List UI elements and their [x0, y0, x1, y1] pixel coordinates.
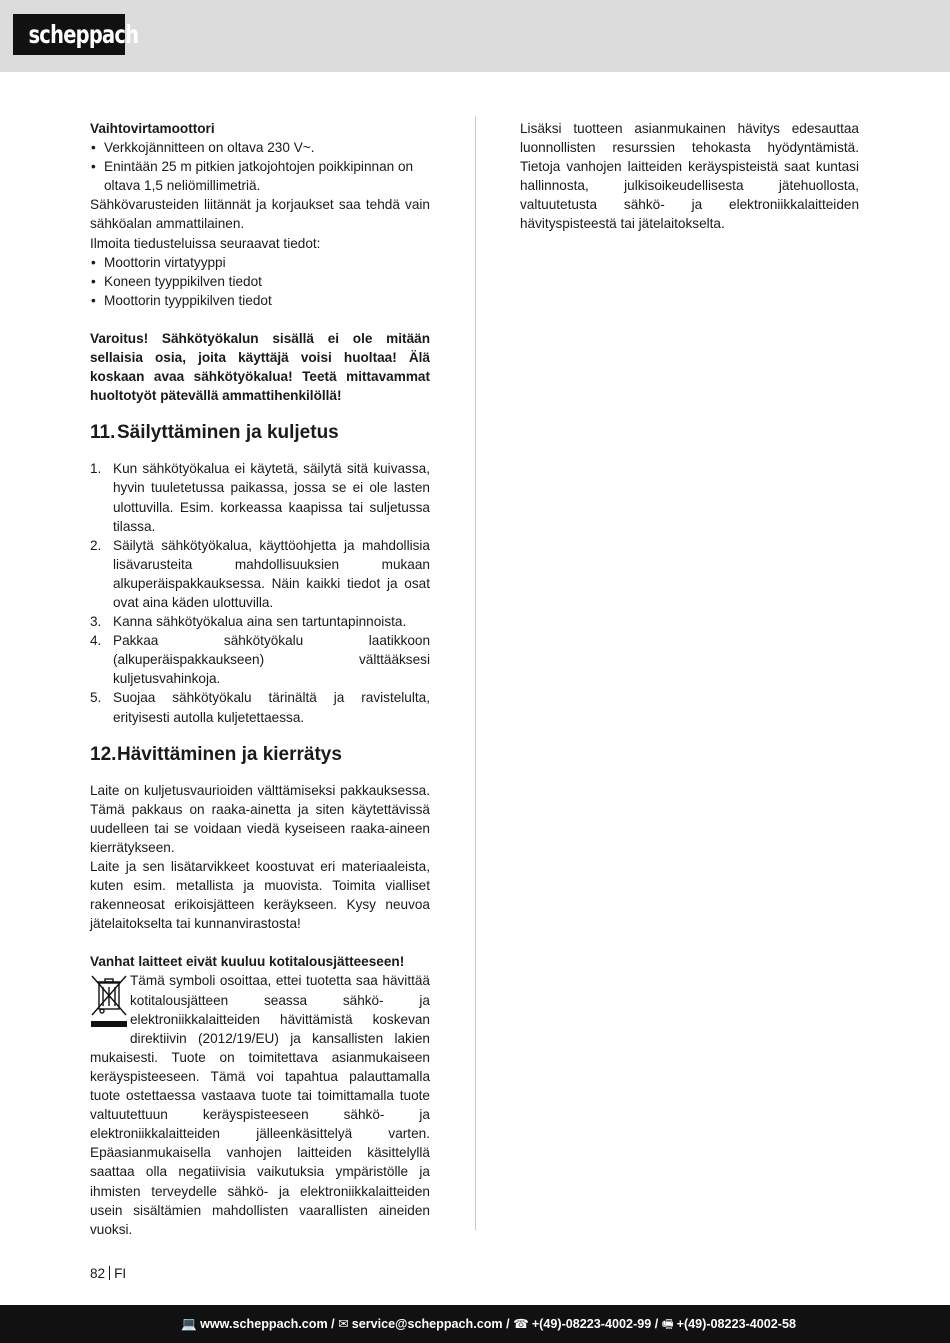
info-bullets: [90, 253, 430, 310]
weee-block: [90, 971, 430, 1238]
motor-bullets: [90, 138, 430, 195]
list-item: 3. Kanna sähkötyökalua aina sen tartuntapinnoista.: [90, 614, 407, 630]
list-item: • Koneen tyyppikilven tiedot: [90, 272, 430, 291]
motor-title: Vaihtovirtamoottori: [90, 121, 215, 136]
mail-icon: ✉: [338, 1317, 349, 1331]
footer-fax: +(49)-08223-4002-58: [676, 1317, 796, 1331]
right-column: [520, 119, 859, 234]
column-divider: [475, 116, 476, 1230]
footer-email-link[interactable]: service@scheppach.com: [351, 1317, 503, 1331]
list-item: 5. Suojaa sähkötyökalu tärinältä ja ravistelulta, erityisesti autolla kuljetettaessa.: [90, 690, 430, 725]
storage-list: [90, 459, 430, 726]
warning-text: Varoitus! Sähkötyökalun sisällä ei ole mitään sellaisia osia, joita käyttäjä voisi huoltaa! Älä koskaan avaa sähkötyökalua! Teetä mittavammat huoltotyöt pätevällä ammattihenkilöllä!: [90, 330, 430, 404]
motor-text-2: Ilmoita tiedusteluissa seuraavat tiedot:: [90, 235, 321, 251]
section-11-title: Säilyttäminen ja kuljetus: [117, 422, 339, 444]
list-item: 4. Pakkaa sähkötyökalu laatikkoon (alkuperäispakkaukseen) välttääksesi kuljetusvahinkoja.: [90, 633, 430, 687]
list-item: • Moottorin tyyppikilven tiedot: [90, 291, 430, 310]
footer-phone: +(49)-08223-4002-99: [531, 1317, 652, 1331]
section-11-heading: [90, 421, 430, 445]
list-item: • Enintään 25 m pitkien jatkojohtojen poikkipinnan on oltava 1,5 neliömillimetriä.: [90, 157, 430, 195]
weee-crossed-bin-icon: [90, 973, 128, 1031]
scheppach-logo: scheppach: [13, 14, 125, 55]
phone-icon: ☎: [513, 1317, 529, 1331]
list-item: • Moottorin virtatyyppi: [90, 253, 430, 272]
section-12-number: 12.: [90, 743, 117, 765]
list-item: • Verkkojännitteen on oltava 230 V~.: [90, 138, 430, 157]
footer-band: [0, 1305, 950, 1343]
weee-title: Vanhat laitteet eivät kuuluu kotitalousjätteeseen!: [90, 954, 405, 970]
left-column: [90, 119, 430, 1239]
section-12-title: Hävittäminen ja kierrätys: [117, 743, 342, 765]
fax-icon: 🖷: [661, 1317, 674, 1331]
footer-contacts: [181, 1316, 796, 1332]
footer-web-link[interactable]: www.scheppach.com: [200, 1317, 328, 1331]
section-12-heading: [90, 743, 430, 767]
computer-icon: 💻: [181, 1317, 198, 1331]
page-number-value: 82: [90, 1266, 106, 1281]
header-band: [0, 0, 950, 72]
list-item: 1. Kun sähkötyökalua ei käytetä, säilytä sitä kuivassa, hyvin tuuletetussa paikassa, jossa se ei ole lasten ulottuvilla. Esim. korkeassa kaapissa tai suljetussa tilassa.: [90, 461, 430, 534]
disposal-paragraph-1: Laite on kuljetusvaurioiden välttämiseksi pakkauksessa. Tämä pakkaus on raaka-ainetta ja siten käytettävissä uudelleen tai se voidaan viedä kyseiseen raaka-aineen kierrätykseen.: [90, 782, 430, 855]
weee-text: Tämä symboli osoittaa, ettei tuotetta saa hävittää kotitalousjätteen seassa sähkö- ja elektroniikkalaitteiden hävittämistä koskevan direktiivin (2012/19/EU) ja kansallisten lakien mukaisesti. Tuote on toimitettava asianmukaiseen keräyspisteeseen. Tämä voi tapahtua palauttamalla tuote ostettaessa vastaava tuote tai toimittamalla tuote valtuutettuun keräyspisteeseen sähkö- ja elektroniikkalaitteiden jälleenkäsittelyä varten. Epäasianmukaisella vanhojen laitteiden käsittelyllä saattaa olla negatiivisia vaikutuksia ympäristölle ja ihmisten terveydelle sähkö- ja elektroniikkalaitteiden usein sisältämien mahdollisten vaarallisten aineiden vuoksi.: [90, 973, 430, 1237]
disposal-paragraph-2: Laite ja sen lisätarvikkeet koostuvat eri materiaaleista, kuten esim. metallista ja muovista. Toimita vialliset rakenneosat erikoisjätteen keräykseen. Kysy neuvoa jätelaitokselta tai kunnanvirastosta!: [90, 859, 430, 932]
list-item: 2. Säilytä sähkötyökalua, käyttöohjetta ja mahdollisia lisävarusteita mahdollisuuksien mukaan alkuperäispakkauksessa. Näin kaikki tiedot ja osat ovat aina käden ulottuvilla.: [90, 537, 430, 610]
right-paragraph: Lisäksi tuotteen asianmukainen hävitys edesauttaa luonnollisten resurssien tehokasta hyödyntämistä. Tietoja vanhojen laitteiden keräyspisteistä saat kuntasi hallinnosta, julkisoikeudellisesta jätehuollosta, valtuutetusta sähkö- ja elektroniikkalaitteiden hävityspisteestä tai jätelaitokselta.: [520, 121, 859, 232]
section-11-number: 11.: [90, 422, 116, 444]
footer-separator: /: [502, 1317, 514, 1331]
motor-text-1: Sähkövarusteiden liitännät ja korjaukset saa tehdä vain sähköalan ammattilainen.: [90, 197, 430, 232]
footer-separator: /: [651, 1317, 662, 1331]
page-number: [90, 1265, 126, 1283]
page-number-separator: [109, 1266, 110, 1280]
footer-separator: /: [327, 1317, 339, 1331]
page-language: FI: [114, 1266, 127, 1281]
